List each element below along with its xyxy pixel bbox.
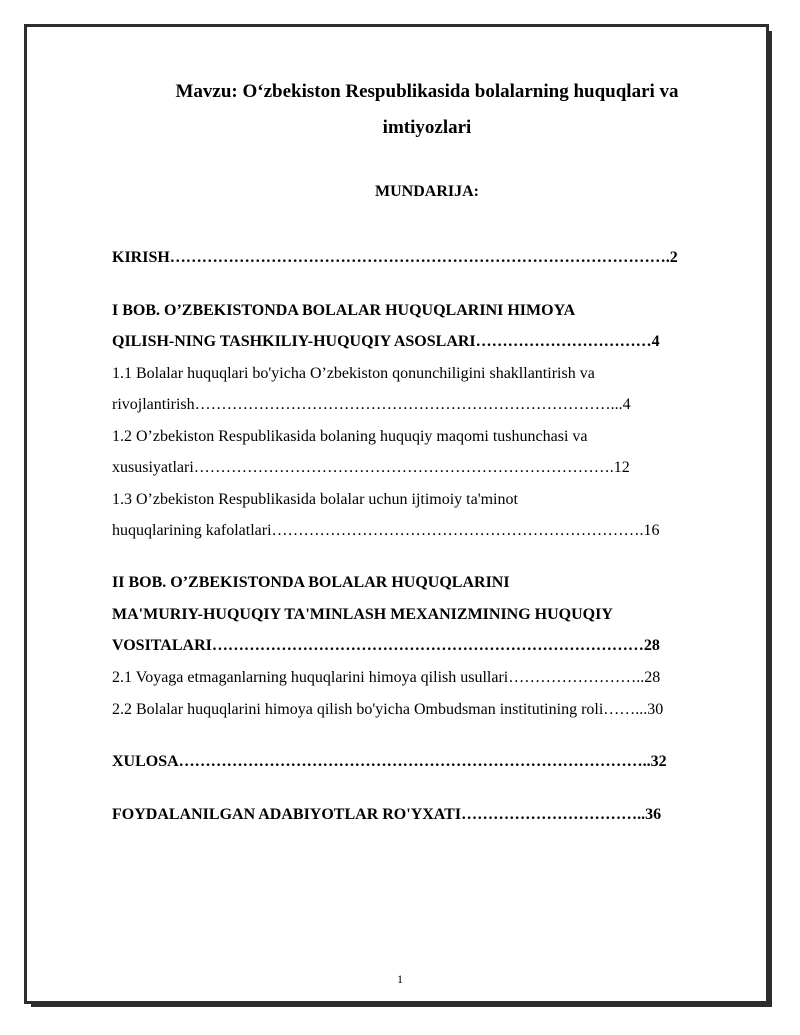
title-line-1: Mavzu: O‘zbekiston Respublikasida bolalarning huquqlari va (175, 81, 679, 102)
toc-section-1-1-line-1: 1.1 Bolalar huquqlari bo'yicha O’zbekiston qonunchiligini shakllantirish va (112, 365, 595, 382)
toc-xulosa: XULOSA……………………………………………………………………………..32 (112, 753, 667, 770)
toc-chapter-1-line-2: QILISH-NING TASHKILIY-HUQUQIY ASOSLARI……………………………4 (112, 333, 660, 350)
toc-references: FOYDALANILGAN ADABIYOTLAR RO'YXATI……………………………..36 (112, 806, 662, 823)
toc-heading: MUNDARIJA: (375, 183, 479, 200)
toc-section-1-2-line-1: 1.2 O’zbekiston Respublikasida bolaning huquqiy maqomi tushunchasi va (112, 428, 588, 445)
toc-section-1-3-line-2: huquqlarining kafolatlari…………………………………………………………….16 (112, 522, 660, 539)
toc-section-2-1: 2.1 Voyaga etmaganlarning huquqlarini himoya qilish usullari……………………..28 (112, 669, 661, 686)
toc-chapter-2-line-3: VOSITALARI………………………………………………………………………28 (112, 637, 660, 654)
document-title (112, 74, 742, 146)
toc-kirish: KIRISH………………………………………………………………………………….2 (112, 249, 678, 266)
toc-chapter-2-line-2: MA'MURIY-HUQUQIY TA'MINLASH MEXANIZMINING HUQUQIY (112, 606, 613, 623)
title-line-2: imtiyozlari (382, 117, 472, 138)
toc-section-1-2-line-2: xususiyatlari…………………………………………………………………….12 (112, 459, 630, 476)
page-number: 1 (397, 972, 403, 986)
toc-section-1-3-line-1: 1.3 O’zbekiston Respublikasida bolalar uchun ijtimoiy ta'minot (112, 491, 518, 508)
toc-section-1-1-line-2: rivojlantirish……………………………………………………………………...4 (112, 396, 631, 413)
toc-chapter-1-line-1: I BOB. O’ZBEKISTONDA BOLALAR HUQUQLARINI HIMOYA (112, 302, 576, 319)
toc-chapter-2-line-1: II BOB. O’ZBEKISTONDA BOLALAR HUQUQLARINI (112, 574, 510, 591)
page-border (24, 24, 769, 1004)
toc-section-2-2: 2.2 Bolalar huquqlarini himoya qilish bo'yicha Ombudsman institutining roli……...30 (112, 701, 664, 718)
